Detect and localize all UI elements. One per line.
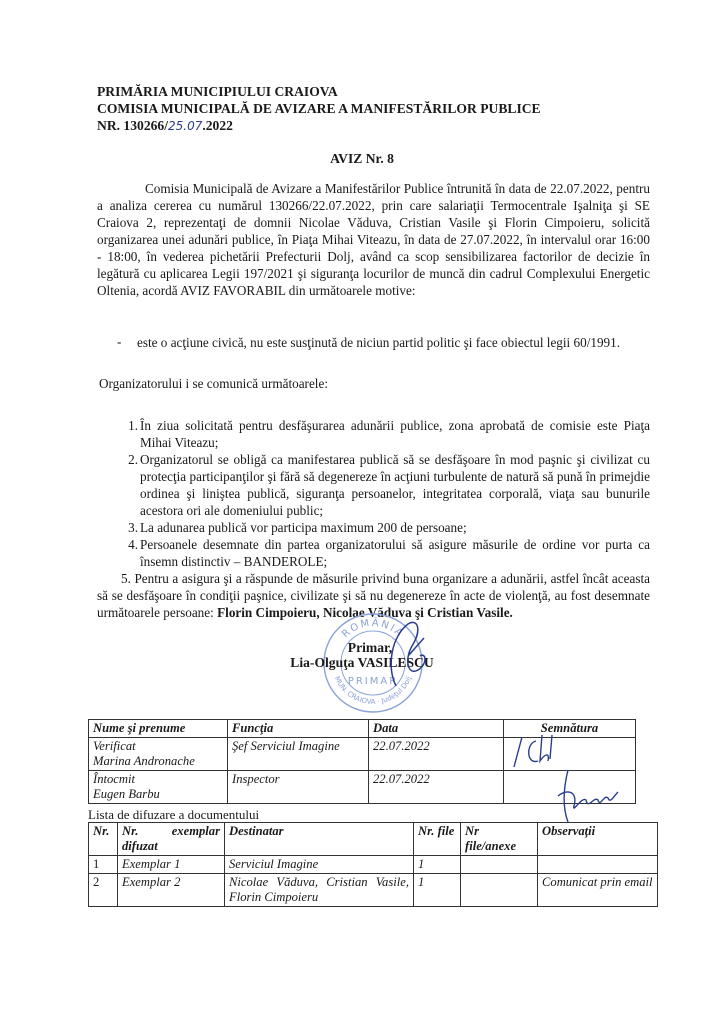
verifier-signature	[508, 731, 568, 771]
intro-paragraph: Comisia Municipală de Avizare a Manifestărilor Publice întrunită în data de 22.07.2022, pentru a analiza cererea cu numărul 130266/22.07.2022, prin care salariaţii Termocentrale Işalniţa şi SE Craiova 2, reprezentaţi de domnii Nicolae Văduva, Cristian Vasile şi Florin Cimpoieru, solicită organizarea unei adunări publice, în Piaţa Mihai Viteazu, în data de 27.07.2022, în intervalul orar 16:00 - 18:00, în vederea pichetării Prefecturii Dolj, având ca scop sensibilizarea factorilor de decizie în legătură cu aplicarea Legii 197/2021 şi siguranţa locurilor de muncă din cadrul Complexului Energetic Oltenia, acordă AVIZ FAVORABIL din următoarele motive:	[97, 181, 650, 298]
distribution-recipient: Nicolae Văduva, Cristian Vasile, Florin Cimpoieru	[225, 874, 414, 907]
approval-date: 22.07.2022	[369, 771, 504, 804]
motive-text: este o acţiune civică, nu este susţinută de niciun partid politic şi face obiectul legii 60/1991.	[137, 335, 621, 350]
list-item-number: 1.	[128, 418, 138, 433]
list-item-number: 3.	[128, 520, 138, 535]
column-header: Nr.	[89, 823, 118, 856]
column-header: Funcţia	[228, 720, 369, 738]
approval-name: Eugen Barbu	[93, 787, 160, 801]
distribution-observations: Comunicat prin email	[538, 874, 658, 907]
list-item-text: În ziua solicitată pentru desfăşurarea adunării publice, zona aprobată de comisie este Piaţa Mihai Viteazu;	[140, 418, 650, 450]
column-header: Observaţii	[538, 823, 658, 856]
signatory-name: Lia-Olguţa VASILESCU	[290, 655, 434, 670]
column-header: Semnătura	[504, 720, 636, 738]
distribution-file-count: 1	[414, 874, 461, 907]
registration-suffix: .2022	[202, 118, 233, 133]
list-item-text: La adunarea publică vor participa maximum 200 de persoane;	[140, 520, 467, 535]
column-header: Nr. file	[414, 823, 461, 856]
list-item-text: Persoanele desemnate din partea organizatorului să asigure măsurile de ordine vor purta ca însemn distinctiv – BANDEROLE;	[140, 537, 650, 569]
designated-persons-text: 5. Pentru a asigura şi a răspunde de măsurile privind buna organizare a adunării, astfel încât aceasta să se desfăşoare în condiţii paşnice, civilizate şi să nu degenereze în acte de violenţă, au fost desemnate următoarele persoane:	[97, 571, 650, 620]
commission-name: COMISIA MUNICIPALĂ DE AVIZARE A MANIFESTĂRILOR PUBLICE	[97, 101, 541, 116]
distribution-exemplar: Exemplar 2	[118, 874, 225, 907]
column-header: Nume şi prenume	[89, 720, 228, 738]
stamp-top-text: ROMÂNIA	[340, 617, 406, 641]
distribution-annex	[461, 874, 538, 907]
stamp-bottom-text: MUN. CRAIOVA · Judeţul Dolj	[332, 675, 414, 707]
distribution-table	[88, 822, 658, 907]
distribution-nr: 1	[89, 856, 118, 874]
communicated-heading: Organizatorului i se comunică următoarele:	[99, 376, 328, 391]
designated-persons-names: Florin Cimpoieru, Nicolae Văduva şi Cristian Vasile.	[217, 605, 513, 620]
column-header: Nr. exemplar difuzat	[118, 823, 225, 856]
approval-role: Întocmit	[93, 772, 135, 786]
list-item-text: Organizatorul se obligă ca manifestarea publică să se desfăşoare în mod paşnic şi civilizat cu protecţia participanţilor şi fără să degenereze în acţiuni turbulente de natură să pună în primejdie ordinea şi liniştea publică, siguranţa persoanelor, integritatea corporală, viaţa sau bunurile acestora ori ale domeniului public;	[140, 452, 650, 518]
distribution-annex	[461, 856, 538, 874]
column-header: Data	[369, 720, 504, 738]
approval-role: Verificat	[93, 739, 136, 753]
table-row	[89, 874, 658, 907]
list-item-number: 2.	[128, 452, 138, 467]
motive-bullet: -	[117, 334, 122, 349]
mayor-signature	[378, 616, 438, 692]
approval-function: Inspector	[228, 771, 369, 804]
institution-name: PRIMĂRIA MUNICIPIULUI CRAIOVA	[97, 84, 338, 99]
column-header: Destinatar	[225, 823, 414, 856]
approval-date: 22.07.2022	[369, 738, 504, 771]
column-header: Nr file/anexe	[461, 823, 538, 856]
document-title: AVIZ Nr. 8	[330, 151, 394, 166]
distribution-nr: 2	[89, 874, 118, 907]
approval-name: Marina Andronache	[93, 754, 195, 768]
registration-number	[97, 117, 233, 135]
signatory-role: Primar,	[347, 640, 393, 655]
author-signature	[548, 766, 624, 826]
distribution-recipient: Serviciul Imagine	[225, 856, 414, 874]
handwritten-date: 25.07	[168, 119, 203, 133]
table-row	[89, 856, 658, 874]
distribution-observations	[538, 856, 658, 874]
distribution-exemplar: Exemplar 1	[118, 856, 225, 874]
distribution-file-count: 1	[414, 856, 461, 874]
distribution-caption: Lista de difuzare a documentului	[88, 807, 260, 822]
approval-function: Şef Serviciul Imagine	[228, 738, 369, 771]
stamp-center-text: PRIMAR	[347, 676, 399, 687]
registration-prefix: NR. 130266/	[97, 118, 168, 133]
list-item-number: 4.	[128, 537, 138, 552]
